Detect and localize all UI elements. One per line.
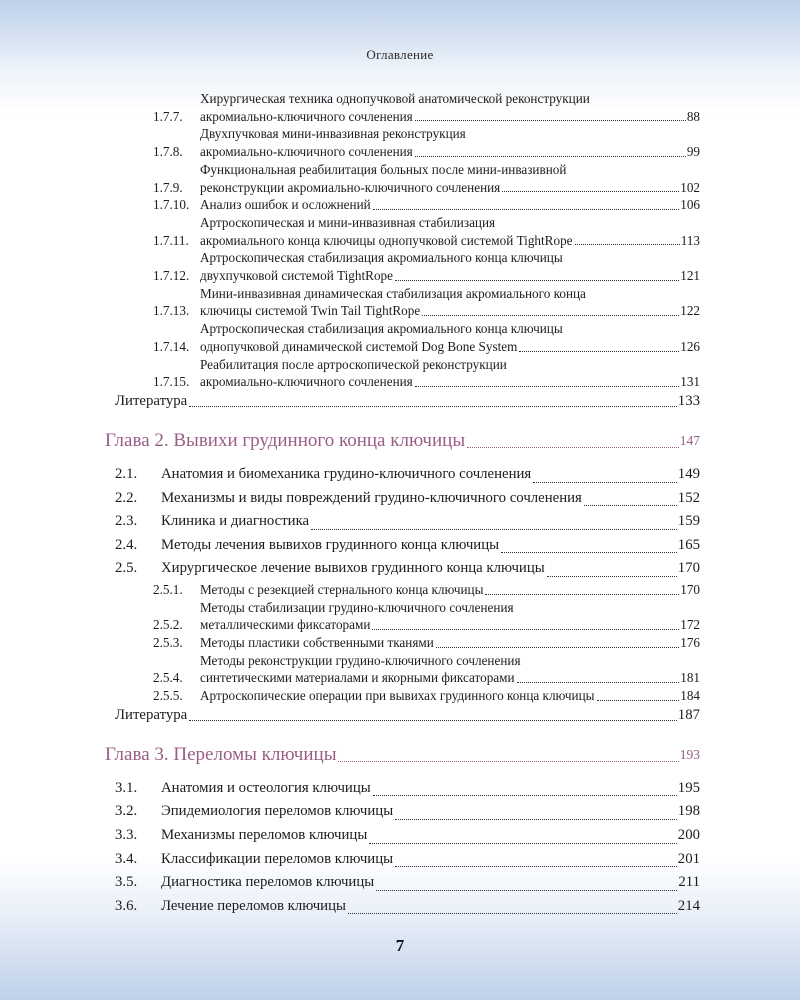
toc-subsection-entry[interactable] bbox=[105, 652, 700, 687]
entry-title-line: Мини-инвазивная динамическая стабилизация акромиального конца bbox=[200, 285, 586, 301]
toc-section-entry[interactable] bbox=[105, 871, 700, 895]
page-ref: 126 bbox=[680, 338, 700, 354]
dot-leader bbox=[584, 505, 677, 506]
running-header: Оглавление bbox=[366, 47, 434, 62]
section-number: 2.2. bbox=[115, 489, 138, 506]
section-number: 3.1. bbox=[115, 779, 138, 796]
toc-subsection-entry[interactable] bbox=[105, 125, 700, 160]
dot-leader bbox=[395, 280, 679, 281]
dot-leader bbox=[395, 819, 677, 820]
dot-leader bbox=[485, 594, 679, 595]
toc-section-entry[interactable] bbox=[105, 848, 700, 872]
entry-leader-line bbox=[200, 669, 700, 687]
entry-leader-line bbox=[161, 463, 700, 487]
entry-text bbox=[200, 90, 700, 125]
entry-leader-line bbox=[200, 687, 700, 705]
section-number: 3.4. bbox=[115, 850, 138, 867]
entry-title-end: акромиально-ключичного сочленения bbox=[200, 108, 413, 124]
toc-section-entry[interactable] bbox=[105, 534, 700, 558]
toc-section-entry[interactable] bbox=[105, 463, 700, 487]
page-ref: 170 bbox=[677, 560, 700, 577]
literature-label: Литература bbox=[115, 392, 188, 409]
entry-leader-line bbox=[161, 800, 700, 824]
chapter-2-subsections bbox=[105, 581, 700, 705]
section-title: Классификации переломов ключицы bbox=[161, 850, 394, 867]
entry-text bbox=[200, 125, 700, 160]
entry-title-end: ключицы системой Twin Tail TightRope bbox=[200, 303, 421, 319]
entry-text bbox=[200, 161, 700, 196]
dot-leader bbox=[467, 447, 679, 448]
section-number: 2.4. bbox=[115, 536, 138, 553]
toc-subsection-entry[interactable] bbox=[105, 687, 700, 705]
section-title: Эпидемиология переломов ключицы bbox=[161, 803, 394, 820]
toc-subsection-entry[interactable] bbox=[105, 320, 700, 355]
section-title: Клиника и диагностика bbox=[161, 513, 310, 530]
entry-text bbox=[200, 320, 700, 355]
page-ref: 131 bbox=[680, 374, 700, 390]
dot-leader bbox=[415, 120, 686, 121]
page-ref: 214 bbox=[677, 897, 700, 914]
toc-section-entry[interactable] bbox=[105, 777, 700, 801]
entry-title-end: Артроскопические операции при вывихах грудинного конца ключицы bbox=[200, 688, 595, 704]
entry-title-end: металлическими фиксаторами bbox=[200, 617, 371, 633]
entry-number: 2.5.3. bbox=[153, 635, 183, 651]
page-ref: 122 bbox=[680, 303, 700, 319]
page-number: 7 bbox=[395, 936, 405, 955]
section-title: Лечение переломов ключицы bbox=[161, 897, 346, 914]
entry-number: 1.7.9. bbox=[153, 179, 183, 195]
entry-number: 1.7.12. bbox=[153, 268, 190, 284]
entry-title-end: акромиально-ключичного сочленения bbox=[200, 144, 413, 160]
entry-leader-line bbox=[161, 534, 700, 558]
entry-number: 1.7.7. bbox=[153, 108, 183, 124]
entry-leader-line bbox=[161, 824, 700, 848]
entry-text bbox=[200, 687, 700, 705]
page-ref: 172 bbox=[680, 617, 700, 633]
toc-section-entry[interactable] bbox=[105, 510, 700, 534]
entry-title-line: Хирургическая техника однопучковой анатомической реконструкции bbox=[200, 91, 590, 106]
page-ref: 102 bbox=[680, 179, 700, 195]
section-title: Анатомия и биомеханика грудино-ключичного сочленения bbox=[161, 465, 532, 482]
section-number: 3.6. bbox=[115, 897, 138, 914]
dot-leader bbox=[415, 156, 686, 157]
section-number: 2.5. bbox=[115, 560, 138, 577]
entry-leader-line bbox=[161, 510, 700, 534]
entry-text bbox=[200, 249, 700, 284]
toc-subsection-entry[interactable] bbox=[105, 599, 700, 634]
page-ref: 133 bbox=[677, 392, 700, 409]
entry-number: 1.7.14. bbox=[153, 338, 190, 354]
page-ref: 200 bbox=[677, 827, 700, 844]
dot-leader bbox=[575, 244, 680, 245]
section-title: Диагностика переломов ключицы bbox=[161, 874, 375, 891]
entry-number: 2.5.4. bbox=[153, 670, 183, 686]
entry-title-line: Методы стабилизации грудино-ключичного сочленения bbox=[200, 599, 514, 615]
dot-leader bbox=[436, 647, 679, 648]
entry-title-end: реконструкции акромиально-ключичного сочленения bbox=[200, 179, 501, 195]
page-ref: 201 bbox=[677, 850, 700, 867]
entry-leader-line bbox=[161, 895, 700, 919]
dot-leader bbox=[189, 720, 677, 721]
entry-number: 2.5.1. bbox=[153, 581, 183, 597]
dot-leader bbox=[502, 191, 679, 192]
page-ref: 152 bbox=[677, 489, 700, 506]
toc-literature-ch1[interactable] bbox=[105, 391, 700, 411]
page-ref: 165 bbox=[677, 536, 700, 553]
toc-section-entry[interactable] bbox=[105, 800, 700, 824]
entry-title-line: Двухпучковая мини-инвазивная реконструкция bbox=[200, 126, 466, 142]
toc-subsection-entry[interactable] bbox=[105, 214, 700, 249]
entry-title-end: Методы с резекцией стернального конца ключицы bbox=[200, 581, 484, 597]
dot-leader bbox=[373, 209, 680, 210]
page-ref: 193 bbox=[679, 746, 700, 762]
toc-subsection-entry[interactable] bbox=[105, 161, 700, 196]
dot-leader bbox=[348, 913, 677, 914]
entry-text bbox=[200, 652, 700, 687]
toc-subsection-entry[interactable] bbox=[105, 581, 700, 599]
chapter-3-sections bbox=[105, 777, 700, 919]
dot-leader bbox=[311, 529, 677, 530]
entry-text bbox=[200, 214, 700, 249]
entry-leader-line bbox=[161, 487, 700, 511]
entry-title-end: Анализ ошибок и осложнений bbox=[200, 197, 371, 213]
dot-leader bbox=[395, 866, 677, 867]
page-ref: 181 bbox=[680, 670, 700, 686]
page-ref: 88 bbox=[686, 108, 700, 124]
entry-title-line: Артроскопическая стабилизация акромиального конца ключицы bbox=[200, 321, 563, 337]
entry-leader-line bbox=[200, 196, 700, 214]
entry-title-end: однопучковой динамической системой Dog Bone System bbox=[200, 338, 518, 354]
page-ref: 170 bbox=[680, 581, 700, 597]
page-ref: 195 bbox=[677, 779, 700, 796]
page-ref: 159 bbox=[677, 513, 700, 530]
entry-title-end: Методы пластики собственными тканями bbox=[200, 635, 434, 651]
dot-leader bbox=[533, 482, 677, 483]
entry-number: 1.7.13. bbox=[153, 303, 190, 319]
section-title: Механизмы переломов ключицы bbox=[161, 827, 368, 844]
section-number: 3.5. bbox=[115, 874, 138, 891]
page-ref: 211 bbox=[678, 874, 700, 891]
entry-leader-line bbox=[200, 634, 700, 652]
toc-subsection-entry[interactable] bbox=[105, 90, 700, 125]
toc-subsection-entry[interactable] bbox=[105, 356, 700, 391]
entry-number: 1.7.11. bbox=[153, 232, 189, 248]
entry-leader-line bbox=[200, 338, 700, 356]
entry-leader-line bbox=[161, 871, 700, 895]
page-ref: 147 bbox=[679, 432, 700, 448]
section-number: 2.1. bbox=[115, 465, 138, 482]
dot-leader bbox=[597, 700, 680, 701]
dot-leader bbox=[373, 795, 677, 796]
entry-title-line: Артроскопическая и мини-инвазивная стабилизация bbox=[200, 214, 496, 230]
chapter-title: Глава 3. Переломы ключицы bbox=[105, 743, 337, 765]
dot-leader bbox=[501, 552, 677, 553]
entry-leader-line bbox=[200, 143, 700, 161]
entry-number: 1.7.15. bbox=[153, 374, 190, 390]
literature-label: Литература bbox=[115, 706, 188, 723]
entry-text bbox=[200, 599, 700, 634]
page-ref: 184 bbox=[680, 688, 700, 704]
entry-text bbox=[200, 356, 700, 391]
entry-leader-line bbox=[200, 616, 700, 634]
entry-leader-line bbox=[200, 179, 700, 197]
chapter-2-sections bbox=[105, 463, 700, 581]
entry-leader-line bbox=[161, 777, 700, 801]
dot-leader bbox=[338, 761, 678, 762]
toc-section-entry[interactable] bbox=[105, 557, 700, 581]
page-ref: 187 bbox=[677, 706, 700, 723]
entry-text bbox=[200, 581, 700, 599]
entry-title-line: Функциональная реабилитация больных после мини-инвазивной bbox=[200, 161, 567, 177]
section-number: 3.2. bbox=[115, 803, 138, 820]
page-ref: 198 bbox=[677, 803, 700, 820]
entry-leader-line bbox=[200, 267, 700, 285]
dot-leader bbox=[189, 406, 677, 407]
entry-leader-line bbox=[200, 373, 700, 391]
toc-section-entry[interactable] bbox=[105, 824, 700, 848]
dot-leader bbox=[372, 629, 679, 630]
entry-leader-line bbox=[161, 848, 700, 872]
page-ref: 106 bbox=[680, 197, 700, 213]
table-of-contents bbox=[105, 90, 700, 918]
page-ref: 113 bbox=[680, 232, 700, 248]
page-ref: 121 bbox=[680, 268, 700, 284]
toc-chapter-3[interactable] bbox=[105, 742, 700, 768]
entry-leader-line bbox=[200, 108, 700, 126]
entry-number: 2.5.5. bbox=[153, 688, 183, 704]
toc-subsection-entry[interactable] bbox=[105, 249, 700, 284]
toc-section-entry[interactable] bbox=[105, 895, 700, 919]
entry-number: 1.7.8. bbox=[153, 144, 183, 160]
dot-leader bbox=[415, 386, 679, 387]
dot-leader bbox=[422, 315, 679, 316]
dot-leader bbox=[517, 682, 680, 683]
toc-subsection-entry[interactable] bbox=[105, 634, 700, 652]
section-title: Анатомия и остеология ключицы bbox=[161, 779, 371, 796]
entry-number: 2.5.2. bbox=[153, 617, 183, 633]
toc-literature-ch2[interactable] bbox=[105, 705, 700, 725]
entry-leader-line bbox=[200, 302, 700, 320]
entry-title-end: акромиального конца ключицы однопучковой системой TightRope bbox=[200, 232, 573, 248]
page-ref: 176 bbox=[680, 635, 700, 651]
section-title: Методы лечения вывихов грудинного конца ключицы bbox=[161, 536, 500, 553]
toc-subsection-entry[interactable] bbox=[105, 285, 700, 320]
section-title: Механизмы и виды повреждений грудино-ключичного сочленения bbox=[161, 489, 582, 506]
page-ref: 99 bbox=[686, 144, 700, 160]
entry-text bbox=[200, 196, 700, 214]
entry-title-end: акромиально-ключичного сочленения bbox=[200, 374, 413, 390]
entry-title-line: Реабилитация после артроскопической реконструкции bbox=[200, 356, 507, 372]
section-number: 2.3. bbox=[115, 513, 138, 530]
chapter-1-subsections bbox=[105, 90, 700, 391]
entry-title-end: синтетическими материалами и якорными фиксаторами bbox=[200, 670, 515, 686]
entry-leader-line bbox=[200, 232, 700, 250]
dot-leader bbox=[547, 576, 677, 577]
section-number: 3.3. bbox=[115, 827, 138, 844]
dot-leader bbox=[376, 890, 677, 891]
entry-text bbox=[200, 285, 700, 320]
entry-number: 1.7.10. bbox=[153, 197, 190, 213]
entry-text bbox=[200, 634, 700, 652]
toc-chapter-2[interactable] bbox=[105, 428, 700, 454]
chapter-title: Глава 2. Вывихи грудинного конца ключицы bbox=[105, 429, 466, 451]
page-ref: 149 bbox=[677, 465, 700, 482]
entry-title-end: двухпучковой системой TightRope bbox=[200, 268, 393, 284]
entry-leader-line bbox=[161, 557, 700, 581]
toc-section-entry[interactable] bbox=[105, 487, 700, 511]
entry-title-line: Артроскопическая стабилизация акромиального конца ключицы bbox=[200, 250, 563, 266]
entry-title-line: Методы реконструкции грудино-ключичного сочленения bbox=[200, 652, 521, 668]
dot-leader bbox=[519, 351, 679, 352]
dot-leader bbox=[369, 843, 677, 844]
toc-subsection-entry[interactable] bbox=[105, 196, 700, 214]
section-title: Хирургическое лечение вывихов грудинного конца ключицы bbox=[161, 560, 545, 577]
entry-leader-line bbox=[200, 581, 700, 599]
